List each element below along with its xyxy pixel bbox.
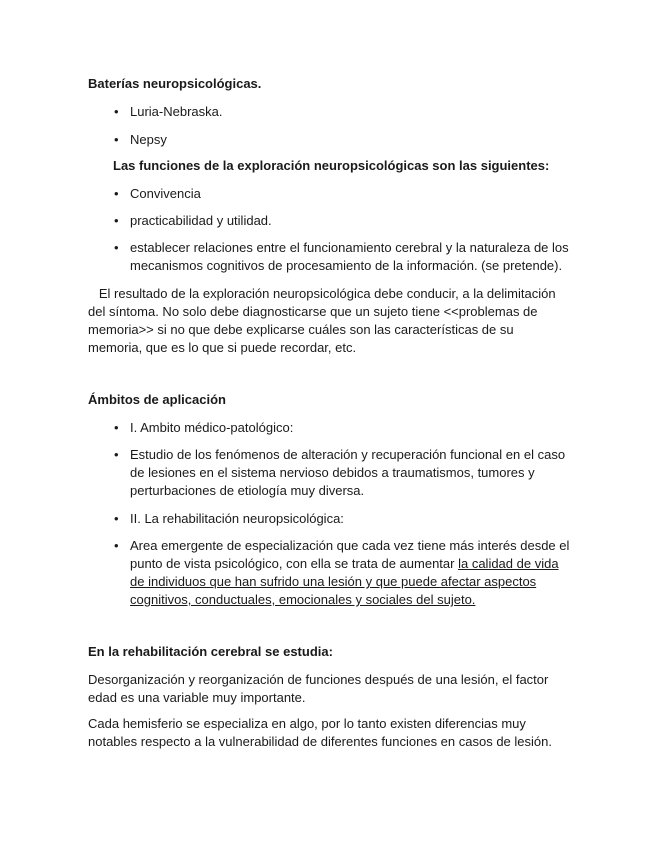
heading-baterias: Baterías neuropsicológicas. (88, 76, 262, 91)
bullet-icon: • (114, 538, 119, 553)
bullet-icon: • (114, 132, 119, 147)
underlined-text: de individuos que han sufrido una lesión y que puede afectar aspectos (130, 574, 537, 589)
subheading-funciones: Las funciones de la exploración neuropsicológicas son las siguientes: (113, 158, 550, 173)
heading-rehabilitacion: En la rehabilitación cerebral se estudia: (88, 644, 333, 659)
underlined-text: cognitivos, conductuales, emocionales y sociales del sujeto. (130, 592, 476, 607)
bullet-icon: • (114, 420, 119, 435)
bullet-icon: • (114, 213, 119, 228)
bullet-icon: • (114, 104, 119, 119)
underlined-text: la calidad de vida (458, 556, 559, 571)
bullet-icon: • (114, 186, 119, 201)
paragraph-desorganizacion: Desorganización y reorganización de funciones después de una lesión, el factor edad es una variable muy importante. (88, 672, 549, 705)
heading-ambitos: Ámbitos de aplicación (88, 392, 226, 407)
paragraph-hemisferio: Cada hemisferio se especializa en algo, por lo tanto existen diferencias muy notables respecto a la vulnerabilidad de diferentes funciones en casos de lesión. (88, 716, 552, 749)
bullet-icon: • (114, 447, 119, 462)
bullet-icon: • (114, 240, 119, 255)
paragraph-resultado: El resultado de la exploración neuropsicológica debe conducir, a la delimitación del síntoma. No solo debe diagnosticarse que un sujeto tiene <<problemas de memoria>> si no que debe explicarse cuáles son las características de su memoria, que es lo que si puede recordar, etc. (88, 286, 556, 355)
bullet-icon: • (114, 511, 119, 526)
